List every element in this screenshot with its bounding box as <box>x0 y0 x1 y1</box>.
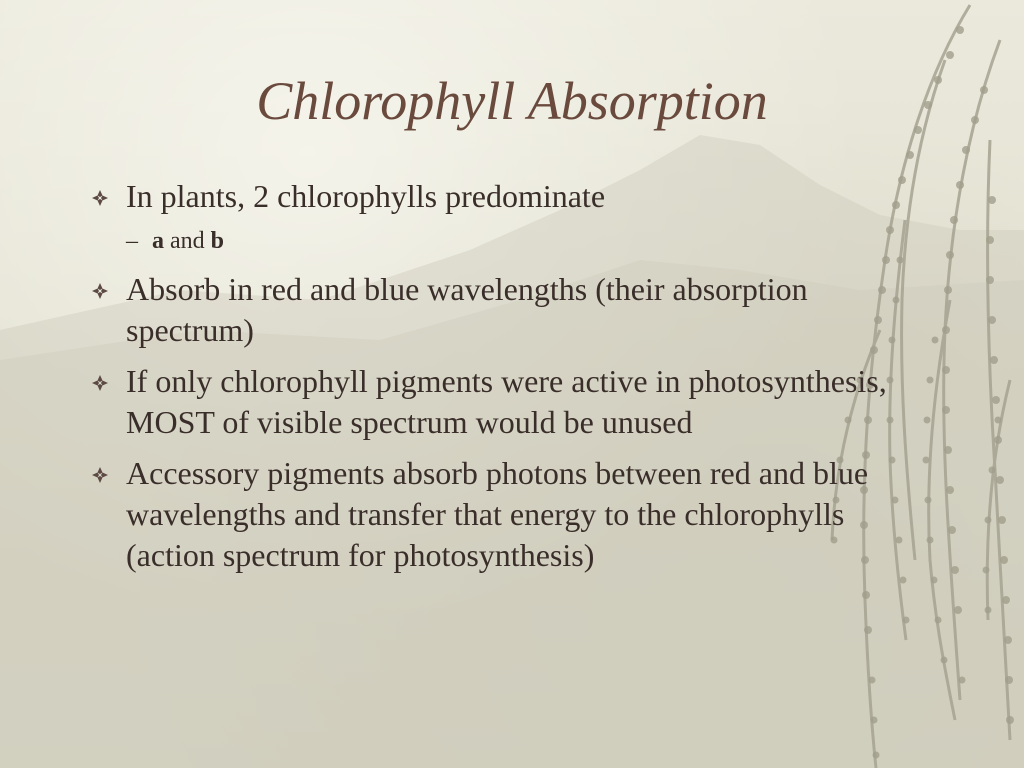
diamond-flower-bullet-icon <box>90 281 110 301</box>
sub-bullet-dash: – <box>126 228 138 254</box>
diamond-flower-bullet-icon <box>90 373 110 393</box>
sub-bullet-item <box>88 225 918 257</box>
slide-title: Chlorophyll Absorption <box>256 71 768 131</box>
bullet-text: Absorb in red and blue wavelengths (their absorption spectrum) <box>126 271 808 348</box>
diamond-flower-bullet-icon <box>90 465 110 485</box>
sub-bullet-a: a <box>152 228 164 254</box>
sub-bullet-b: b <box>210 228 225 254</box>
bullet-text: In plants, 2 chlorophylls predominate <box>126 178 606 214</box>
bullet-item <box>88 269 918 351</box>
diamond-flower-bullet-icon <box>90 188 110 208</box>
bullet-item <box>88 453 918 576</box>
sub-bullet-and: and <box>170 228 211 254</box>
bullet-list <box>88 176 918 586</box>
bullet-text: Accessory pigments absorb photons between red and blue wavelengths and transfer that energy to the chlorophylls (action spectrum for photosynthesis) <box>126 455 869 573</box>
bullet-item <box>88 361 918 443</box>
bullet-text: If only chlorophyll pigments were active in photosynthesis, MOST of visible spectrum would be unused <box>126 363 887 440</box>
bullet-item <box>88 176 918 217</box>
